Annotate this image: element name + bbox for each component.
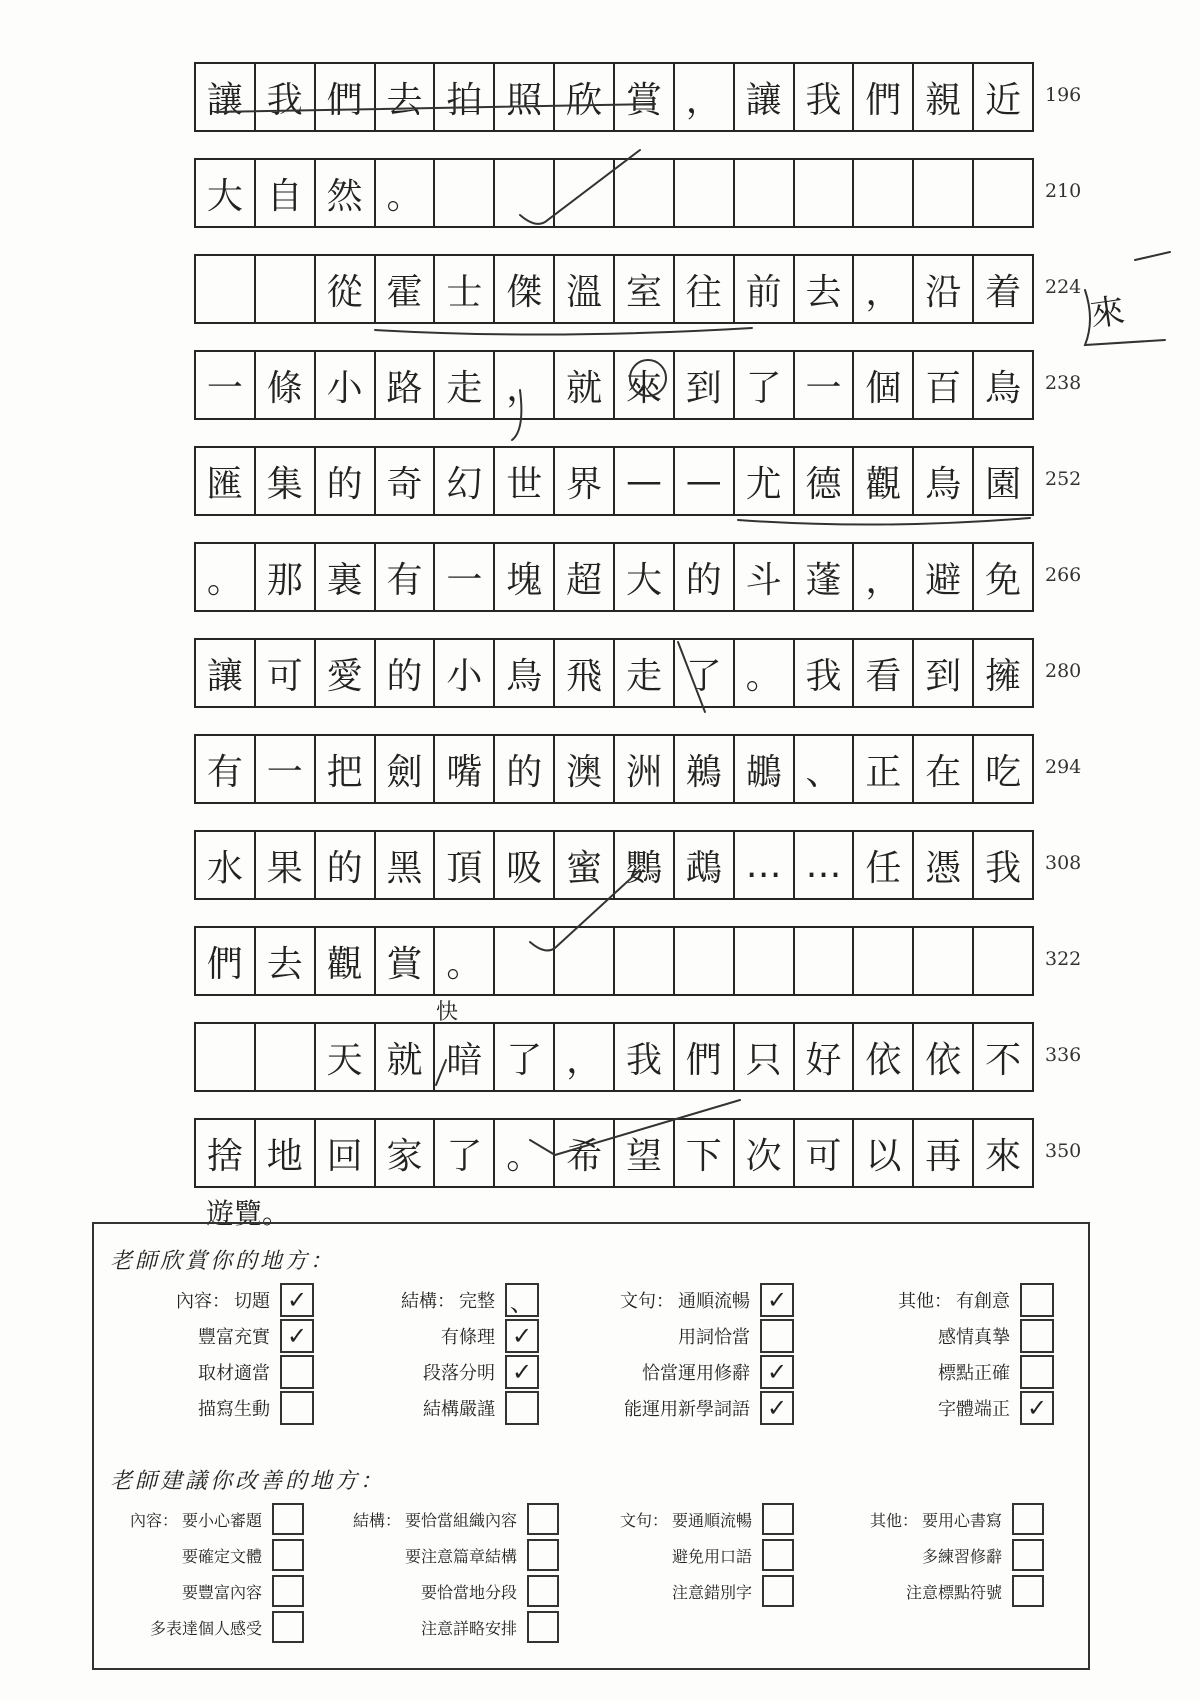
- grid-cell: [795, 160, 855, 226]
- category-prefix: 結構：: [352, 1510, 401, 1530]
- grid-cell: 條: [256, 352, 316, 418]
- checklist-label: 要豐富內容: [181, 1582, 262, 1602]
- grid-cell: 來: [985, 1135, 1022, 1177]
- grid-cell: 憑: [914, 832, 974, 898]
- grid-cell: ，: [555, 1024, 615, 1090]
- grid-cell: 的: [495, 736, 555, 802]
- grid-cell: [196, 1024, 256, 1090]
- grid-cell: 地: [256, 1120, 316, 1186]
- checklist-label: 標點正確: [938, 1363, 1010, 1384]
- essay-row: [194, 1022, 1034, 1092]
- grid-cell: 溫: [555, 256, 615, 322]
- category-prefix: 文句：: [619, 1510, 668, 1530]
- checklist-label: 用詞恰當: [678, 1327, 750, 1348]
- grid-cell: 去: [256, 928, 316, 994]
- grid-cell: [256, 256, 316, 322]
- grid-cell: 小: [316, 352, 376, 418]
- grid-cell: 百: [914, 352, 974, 418]
- checklist-item: [824, 1282, 1054, 1318]
- essay-row: [194, 830, 1034, 900]
- grid-cell: 的: [675, 544, 735, 610]
- grid-cell: 澳: [555, 736, 615, 802]
- improve-title: 老師建議你改善的地方：: [110, 1469, 386, 1494]
- grid-cell: [495, 160, 555, 226]
- grid-cell: 那: [256, 544, 316, 610]
- grid-cell: 我: [795, 64, 855, 130]
- grid-cell: 裏: [316, 544, 376, 610]
- grid-cell: 我: [985, 847, 1022, 889]
- checkbox[interactable]: [527, 1539, 559, 1571]
- category-prefix: 內容：: [129, 1510, 178, 1530]
- grid-cell: 然: [316, 160, 376, 226]
- grid-cell: 世: [495, 448, 555, 514]
- checkbox[interactable]: ✓: [760, 1283, 794, 1317]
- category-prefix: 其他：: [898, 1291, 952, 1312]
- character-count: 224: [1045, 276, 1082, 298]
- grid-cell: 鳥: [495, 640, 555, 706]
- grid-cell: 。: [735, 640, 795, 706]
- overflow-text: 遊覽。: [206, 1197, 291, 1230]
- grid-cell: 希: [555, 1120, 615, 1186]
- essay-row: [194, 542, 1034, 612]
- grid-cell: [735, 928, 795, 994]
- grid-cell: 斗: [735, 544, 795, 610]
- grid-cell: 洲: [615, 736, 675, 802]
- grid-cell: 奇: [376, 448, 436, 514]
- grid-cell: 匯: [196, 448, 256, 514]
- grid-cell: 傑: [495, 256, 555, 322]
- grid-cell: 吃: [985, 751, 1022, 793]
- checklist-item: [574, 1538, 794, 1572]
- grid-cell: 再: [914, 1120, 974, 1186]
- grid-cell: 前: [735, 256, 795, 322]
- grid-cell: [675, 928, 735, 994]
- grid-cell: …: [735, 832, 795, 898]
- grid-cell: 。: [495, 1120, 555, 1186]
- grid-cell: 們: [316, 64, 376, 130]
- checklist-label: 描寫生動: [198, 1399, 270, 1420]
- grid-cell: 下: [675, 1120, 735, 1186]
- checkbox[interactable]: [527, 1611, 559, 1643]
- checkbox[interactable]: [272, 1503, 304, 1535]
- character-count: 350: [1045, 1140, 1082, 1162]
- grid-cell: [555, 928, 615, 994]
- grid-cell: 幻: [435, 448, 495, 514]
- checkbox[interactable]: [272, 1611, 304, 1643]
- grid-cell: [974, 160, 1032, 226]
- essay-row: [194, 1118, 1034, 1188]
- category-prefix: 其他：: [869, 1510, 918, 1530]
- grid-cell: 們: [854, 64, 914, 130]
- checkbox[interactable]: 、: [505, 1283, 539, 1317]
- grid-cell: 天: [316, 1024, 376, 1090]
- checkbox[interactable]: ✓: [505, 1355, 539, 1389]
- grid-cell: 就: [555, 352, 615, 418]
- checklist-label: 要恰當地分段: [420, 1582, 517, 1602]
- grid-cell: 鳥: [914, 448, 974, 514]
- teacher-feedback-box: [92, 1222, 1090, 1670]
- checklist-item: [104, 1574, 304, 1608]
- checkbox[interactable]: ✓: [760, 1355, 794, 1389]
- checklist-item: [824, 1318, 1054, 1354]
- checklist-label: 注意詳略安排: [420, 1618, 517, 1638]
- grid-cell: 不: [985, 1039, 1022, 1081]
- grid-cell: 果: [256, 832, 316, 898]
- grid-cell: 正: [854, 736, 914, 802]
- grid-cell: 水: [196, 832, 256, 898]
- grid-cell: [914, 928, 974, 994]
- checklist-item: [104, 1318, 314, 1354]
- grid-cell: 吸: [495, 832, 555, 898]
- checklist-item: [329, 1354, 539, 1390]
- grid-cell: 家: [376, 1120, 436, 1186]
- checklist-label: 感情真摯: [938, 1327, 1010, 1348]
- grid-cell: 鵜: [675, 736, 735, 802]
- grid-cell: 。: [435, 928, 495, 994]
- grid-cell: 了: [735, 352, 795, 418]
- checklist-item: [564, 1282, 794, 1318]
- checklist-item: [329, 1282, 539, 1318]
- character-count: 238: [1045, 372, 1082, 394]
- grid-cell: [615, 928, 675, 994]
- essay-row: [194, 638, 1034, 708]
- grid-cell: [974, 928, 1032, 994]
- character-count: 266: [1045, 564, 1082, 586]
- grid-cell: 霍: [376, 256, 436, 322]
- checklist-label: 豐富充實: [198, 1327, 270, 1348]
- checklist-item: [574, 1574, 794, 1608]
- grid-cell: 到: [914, 640, 974, 706]
- checklist-label: 結構嚴謹: [423, 1399, 495, 1420]
- checkbox[interactable]: [762, 1539, 794, 1571]
- checkbox[interactable]: [1020, 1319, 1054, 1353]
- grid-cell: [196, 256, 256, 322]
- grid-cell: 蜜: [555, 832, 615, 898]
- grid-cell: 們: [196, 928, 256, 994]
- grid-cell: 了: [675, 640, 735, 706]
- checklist-item: [319, 1538, 559, 1572]
- checklist-label: 完整: [459, 1291, 495, 1312]
- checklist-label: 有創意: [956, 1291, 1010, 1312]
- character-count: 252: [1045, 468, 1082, 490]
- checklist-item: [329, 1318, 539, 1354]
- grid-cell: —: [675, 448, 735, 514]
- checklist-label: 注意錯別字: [671, 1582, 752, 1602]
- essay-row: [194, 734, 1034, 804]
- checklist-label: 有條理: [441, 1327, 495, 1348]
- category-prefix: 文句：: [620, 1291, 674, 1312]
- grid-cell: 集: [256, 448, 316, 514]
- checklist-item: [329, 1390, 539, 1426]
- grid-cell: 賞: [376, 928, 436, 994]
- grid-cell: 。: [196, 544, 256, 610]
- grid-cell: 頂: [435, 832, 495, 898]
- grid-cell: 暗: [435, 1024, 495, 1090]
- grid-cell: 我: [795, 640, 855, 706]
- checklist-item: [824, 1574, 1044, 1608]
- grid-cell: 依: [914, 1024, 974, 1090]
- grid-cell: [256, 1024, 316, 1090]
- checklist-item: [104, 1354, 314, 1390]
- grid-cell: 可: [795, 1120, 855, 1186]
- grid-cell: 讓: [735, 64, 795, 130]
- grid-cell: 看: [854, 640, 914, 706]
- checklist-label: 通順流暢: [678, 1291, 750, 1312]
- checkbox[interactable]: [1012, 1575, 1044, 1607]
- grid-cell: [795, 928, 855, 994]
- checklist-label: 要恰當組織內容: [404, 1510, 517, 1530]
- grid-cell: 來: [615, 352, 675, 418]
- grid-cell: 去: [376, 64, 436, 130]
- checkbox[interactable]: ✓: [280, 1319, 314, 1353]
- grid-cell: …: [795, 832, 855, 898]
- category-prefix: 內容：: [176, 1291, 230, 1312]
- grid-cell: 走: [615, 640, 675, 706]
- grid-cell: 我: [256, 64, 316, 130]
- grid-cell: 愛: [316, 640, 376, 706]
- checklist-label: 要注意篇章結構: [404, 1546, 517, 1566]
- grid-cell: [735, 160, 795, 226]
- grid-cell: [914, 160, 974, 226]
- checkbox[interactable]: [1012, 1539, 1044, 1571]
- checklist-label: 要通順流暢: [671, 1510, 752, 1530]
- grid-cell: 近: [985, 79, 1022, 121]
- grid-cell: [854, 160, 914, 226]
- checklist-item: [564, 1318, 794, 1354]
- grid-cell: 嘴: [435, 736, 495, 802]
- essay-row: [194, 62, 1034, 132]
- grid-cell: 一: [256, 736, 316, 802]
- grid-cell: 好: [795, 1024, 855, 1090]
- grid-cell: 賞: [615, 64, 675, 130]
- grid-cell: 從: [316, 256, 376, 322]
- essay-row: [194, 158, 1034, 228]
- grid-cell: 在: [914, 736, 974, 802]
- grid-cell: 小: [435, 640, 495, 706]
- grid-cell: 拍: [435, 64, 495, 130]
- grid-cell: 德: [795, 448, 855, 514]
- grid-cell: 一: [196, 352, 256, 418]
- grid-cell: 往: [675, 256, 735, 322]
- checkbox[interactable]: [272, 1539, 304, 1571]
- character-count: 294: [1045, 756, 1082, 778]
- grid-cell: [675, 160, 735, 226]
- grid-cell: 我: [615, 1024, 675, 1090]
- grid-cell: 着: [985, 271, 1022, 313]
- grid-cell: 了: [495, 1024, 555, 1090]
- grid-cell: ，: [675, 64, 735, 130]
- checklist-label: 要確定文體: [181, 1546, 262, 1566]
- grid-cell: 。: [376, 160, 436, 226]
- checklist-item: [104, 1538, 304, 1572]
- checklist-item: [564, 1390, 794, 1426]
- grid-cell: 的: [376, 640, 436, 706]
- essay-row: [194, 446, 1034, 516]
- appreciate-title: 老師欣賞你的地方：: [110, 1249, 336, 1274]
- character-count: 280: [1045, 660, 1082, 682]
- checklist-item: [574, 1502, 794, 1536]
- checkbox[interactable]: ✓: [505, 1319, 539, 1353]
- grid-cell: 照: [495, 64, 555, 130]
- checklist-label: 避免用口語: [671, 1546, 752, 1566]
- grid-cell: 劍: [376, 736, 436, 802]
- grid-cell: 自: [256, 160, 316, 226]
- grid-cell: 沿: [914, 256, 974, 322]
- grid-cell: 一: [435, 544, 495, 610]
- grid-cell: 依: [854, 1024, 914, 1090]
- grid-cell: ，: [854, 544, 914, 610]
- grid-cell: 尤: [735, 448, 795, 514]
- grid-cell: 個: [854, 352, 914, 418]
- grid-cell: 鵡: [675, 832, 735, 898]
- checkbox[interactable]: [527, 1503, 559, 1535]
- grid-cell: 捨: [196, 1120, 256, 1186]
- checkbox[interactable]: [1020, 1355, 1054, 1389]
- grid-cell: 避: [914, 544, 974, 610]
- grid-cell: 、: [795, 736, 855, 802]
- grid-cell: 有: [196, 736, 256, 802]
- grid-cell: 士: [435, 256, 495, 322]
- checkbox[interactable]: ✓: [280, 1283, 314, 1317]
- grid-cell: 蓬: [795, 544, 855, 610]
- grid-cell: 大: [615, 544, 675, 610]
- checklist-item: [319, 1502, 559, 1536]
- checkbox[interactable]: ✓: [1020, 1391, 1054, 1425]
- checklist-item: [104, 1390, 314, 1426]
- grid-cell: [555, 160, 615, 226]
- grid-cell: 讓: [196, 64, 256, 130]
- checkbox[interactable]: [505, 1391, 539, 1425]
- grid-cell: 走: [435, 352, 495, 418]
- checkbox[interactable]: [762, 1575, 794, 1607]
- checklist-item: [824, 1354, 1054, 1390]
- checkbox[interactable]: ✓: [760, 1391, 794, 1425]
- checklist-label: 注意標點符號: [905, 1582, 1002, 1602]
- grid-cell: 飛: [555, 640, 615, 706]
- grid-cell: 的: [316, 832, 376, 898]
- grid-cell: 鶘: [735, 736, 795, 802]
- checkbox[interactable]: [280, 1355, 314, 1389]
- grid-cell: 超: [555, 544, 615, 610]
- grid-cell: 的: [316, 448, 376, 514]
- checkbox[interactable]: [527, 1575, 559, 1607]
- checklist-label: 取材適當: [198, 1363, 270, 1384]
- character-count: 308: [1045, 852, 1082, 874]
- grid-cell: 觀: [316, 928, 376, 994]
- category-prefix: 結構：: [401, 1291, 455, 1312]
- essay-row: [194, 926, 1034, 996]
- grid-cell: 了: [435, 1120, 495, 1186]
- grid-cell: 讓: [196, 640, 256, 706]
- checklist-label: 字體端正: [938, 1399, 1010, 1420]
- checklist-label: 切題: [234, 1291, 270, 1312]
- grid-cell: 有: [376, 544, 436, 610]
- checklist-label: 段落分明: [423, 1363, 495, 1384]
- checklist-item: [824, 1502, 1044, 1536]
- grid-cell: [495, 928, 555, 994]
- grid-cell: 們: [675, 1024, 735, 1090]
- checkbox[interactable]: [272, 1575, 304, 1607]
- grid-cell: 以: [854, 1120, 914, 1186]
- checkbox[interactable]: [1012, 1503, 1044, 1535]
- grid-cell: 欣: [555, 64, 615, 130]
- character-count: 210: [1045, 180, 1082, 202]
- checklist-item: [104, 1282, 314, 1318]
- grid-cell: [854, 928, 914, 994]
- checklist-item: [319, 1610, 559, 1644]
- grid-cell: ，: [495, 352, 555, 418]
- grid-cell: 一: [795, 352, 855, 418]
- grid-cell: 路: [376, 352, 436, 418]
- grid-cell: 黑: [376, 832, 436, 898]
- inserted-character: 快: [436, 1000, 459, 1025]
- grid-cell: 鳥: [985, 367, 1022, 409]
- checklist-label: 要小心審題: [181, 1510, 262, 1530]
- character-count: 196: [1045, 84, 1082, 106]
- essay-row: [194, 254, 1034, 324]
- grid-cell: 只: [735, 1024, 795, 1090]
- grid-cell: 任: [854, 832, 914, 898]
- grid-cell: 次: [735, 1120, 795, 1186]
- grid-cell: [435, 160, 495, 226]
- checklist-item: [564, 1354, 794, 1390]
- grid-cell: 回: [316, 1120, 376, 1186]
- checkbox[interactable]: [760, 1319, 794, 1353]
- grid-cell: —: [615, 448, 675, 514]
- grid-cell: 大: [196, 160, 256, 226]
- checklist-item: [824, 1390, 1054, 1426]
- grid-cell: [615, 160, 675, 226]
- grid-cell: 塊: [495, 544, 555, 610]
- checklist-label: 恰當運用修辭: [642, 1363, 750, 1384]
- checklist-item: [104, 1502, 304, 1536]
- grid-cell: 把: [316, 736, 376, 802]
- checklist-item: [319, 1574, 559, 1608]
- grid-cell: 觀: [854, 448, 914, 514]
- grid-cell: 去: [795, 256, 855, 322]
- grid-cell: 界: [555, 448, 615, 514]
- grid-cell: 就: [376, 1024, 436, 1090]
- checkbox[interactable]: [280, 1391, 314, 1425]
- checkbox[interactable]: [1020, 1283, 1054, 1317]
- character-count: 336: [1045, 1044, 1082, 1066]
- grid-cell: 親: [914, 64, 974, 130]
- grid-cell: 可: [256, 640, 316, 706]
- grid-cell: 園: [985, 463, 1022, 505]
- checklist-label: 能運用新學詞語: [624, 1399, 750, 1420]
- grid-cell: 望: [615, 1120, 675, 1186]
- essay-row: [194, 350, 1034, 420]
- checklist-item: [824, 1538, 1044, 1572]
- checklist-label: 要用心書寫: [921, 1510, 1002, 1530]
- grid-cell: 擁: [985, 655, 1022, 697]
- grid-cell: 鸚: [615, 832, 675, 898]
- checklist-label: 多表達個人感受: [149, 1618, 262, 1638]
- character-count: 322: [1045, 948, 1082, 970]
- checklist-item: [104, 1610, 304, 1644]
- margin-correction: 來: [1087, 290, 1128, 336]
- checkbox[interactable]: [762, 1503, 794, 1535]
- grid-cell: 免: [985, 559, 1022, 601]
- grid-cell: 到: [675, 352, 735, 418]
- checklist-label: 多練習修辭: [921, 1546, 1002, 1566]
- grid-cell: ，: [854, 256, 914, 322]
- grid-cell: 室: [615, 256, 675, 322]
